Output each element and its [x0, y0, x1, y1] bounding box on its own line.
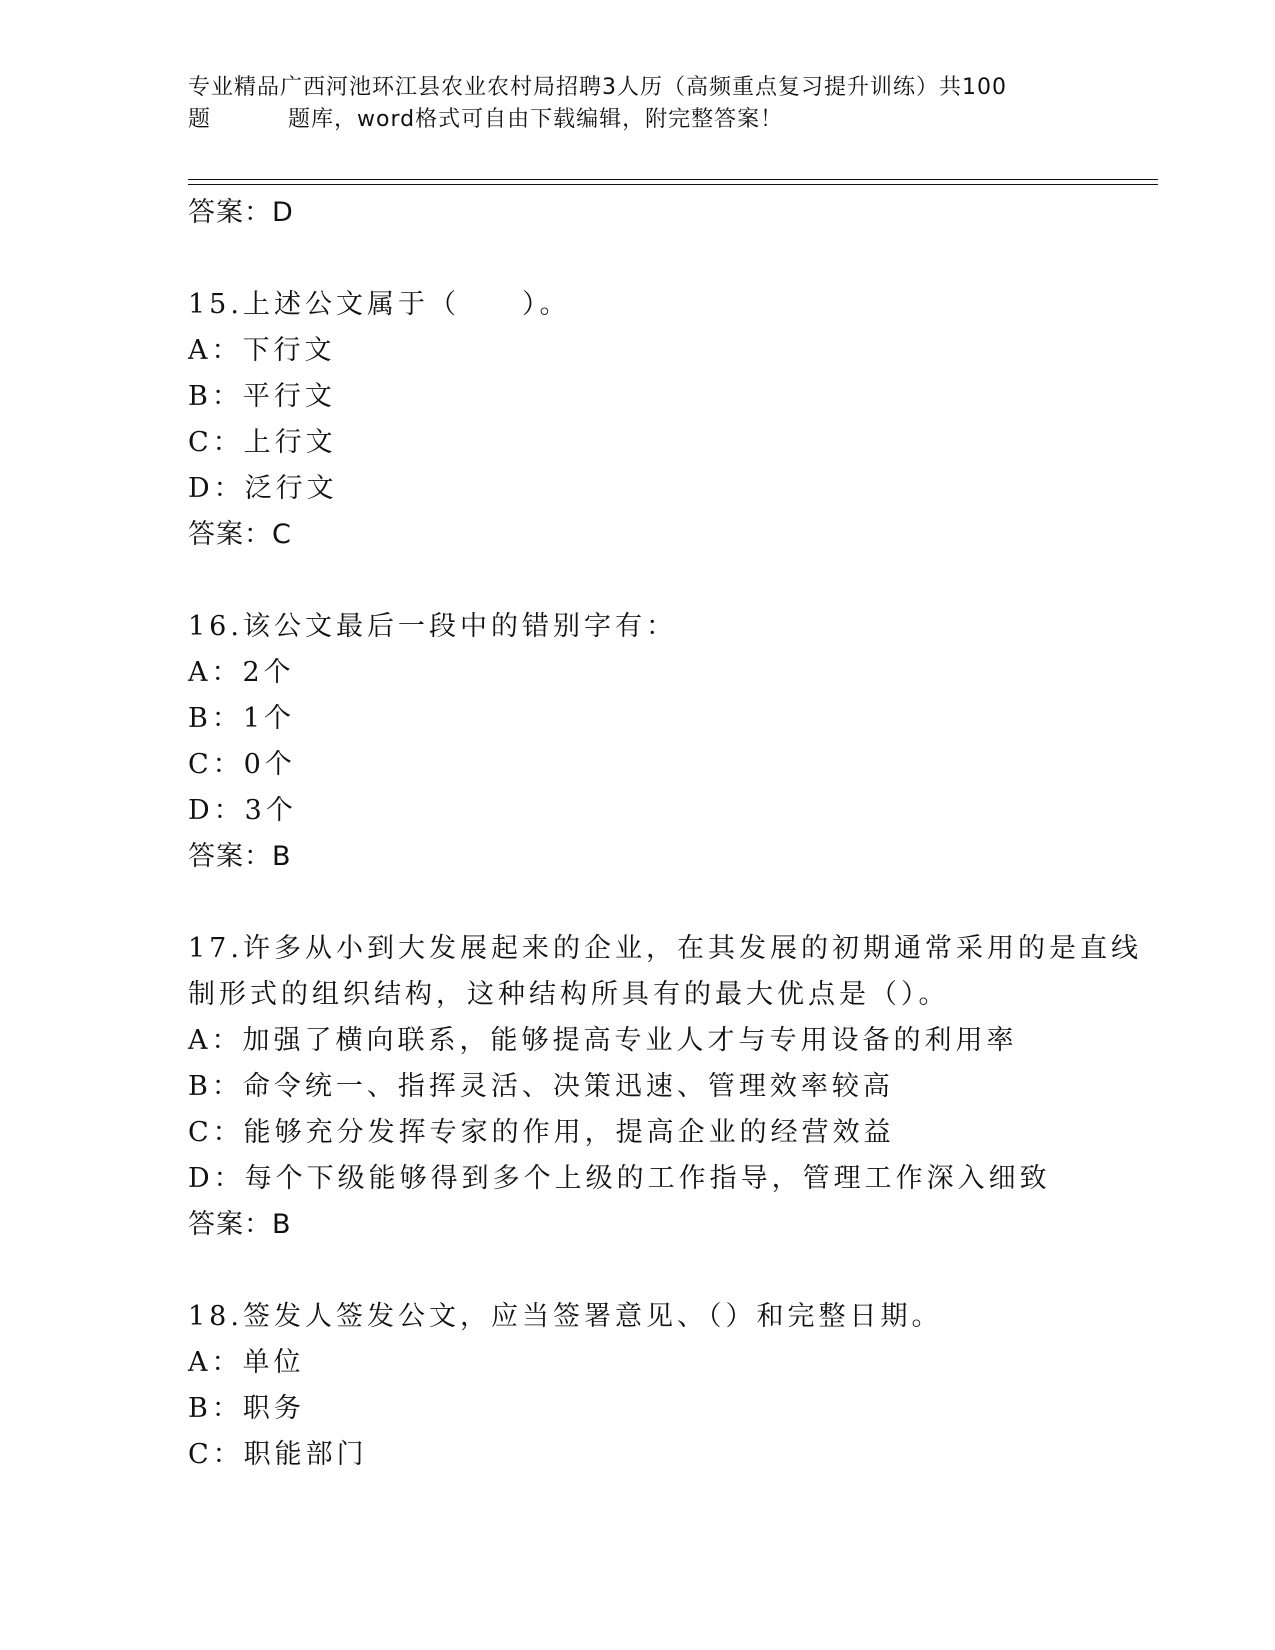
question-text-line2: 制形式的组织结构，这种结构所具有的最大优点是（）。 — [188, 979, 950, 1010]
question-text: 16.该公文最后一段中的错别字有： — [188, 611, 677, 642]
option-b: B：平行文 — [188, 381, 336, 412]
spacer — [188, 558, 1168, 604]
option-c: C：0个 — [188, 749, 296, 780]
option-d: D：每个下级能够得到多个上级的工作指导，管理工作深入细致 — [188, 1163, 1051, 1194]
option-a: A：单位 — [188, 1347, 305, 1378]
option-a: A：加强了横向联系，能够提高专业人才与专用设备的利用率 — [188, 1025, 1018, 1056]
option-a: A：2个 — [188, 657, 295, 688]
spacer — [188, 880, 1168, 926]
header-title-line2-right: 题库，word格式可自由下载编辑，附完整答案！ — [288, 107, 784, 132]
spacer — [188, 1248, 1168, 1294]
question-text: 15.上述公文属于（ ）。 — [188, 289, 571, 320]
option-c: C：职能部门 — [188, 1439, 368, 1470]
option-b: B：命令统一、指挥灵活、决策迅速、管理效率较高 — [188, 1071, 894, 1102]
answer: 答案：B — [188, 1209, 292, 1240]
question-17 — [188, 926, 1168, 1248]
header-title-line2-left: 题 — [188, 107, 212, 132]
question-16 — [188, 604, 1168, 880]
question-text: 18.签发人签发公文，应当签署意见、（）和完整日期。 — [188, 1301, 943, 1332]
header-title-line2 — [188, 104, 1088, 136]
question-18 — [188, 1294, 1168, 1478]
spacer — [188, 236, 1168, 282]
option-c: C：上行文 — [188, 427, 337, 458]
answer: 答案：C — [188, 519, 292, 550]
answer: 答案：B — [188, 841, 292, 872]
option-a: A：下行文 — [188, 335, 336, 366]
option-b: B：职务 — [188, 1393, 305, 1424]
header-divider-bottom — [188, 184, 1158, 185]
question-15 — [188, 282, 1168, 558]
question-text-line1: 17.许多从小到大发展起来的企业，在其发展的初期通常采用的是直线 — [188, 933, 1142, 964]
header-title-line1: 专业精品广西河池环江县农业农村局招聘3人历（高频重点复习提升训练）共100 — [188, 75, 1007, 100]
previous-answer: 答案：D — [188, 197, 294, 228]
option-d: D：3个 — [188, 795, 297, 826]
option-b: B：1个 — [188, 703, 296, 734]
document-header — [188, 72, 1088, 136]
option-c: C：能够充分发挥专家的作用，提高企业的经营效益 — [188, 1117, 895, 1148]
option-d: D：泛行文 — [188, 473, 338, 504]
document-body — [188, 190, 1168, 1478]
header-divider-top — [188, 179, 1158, 180]
